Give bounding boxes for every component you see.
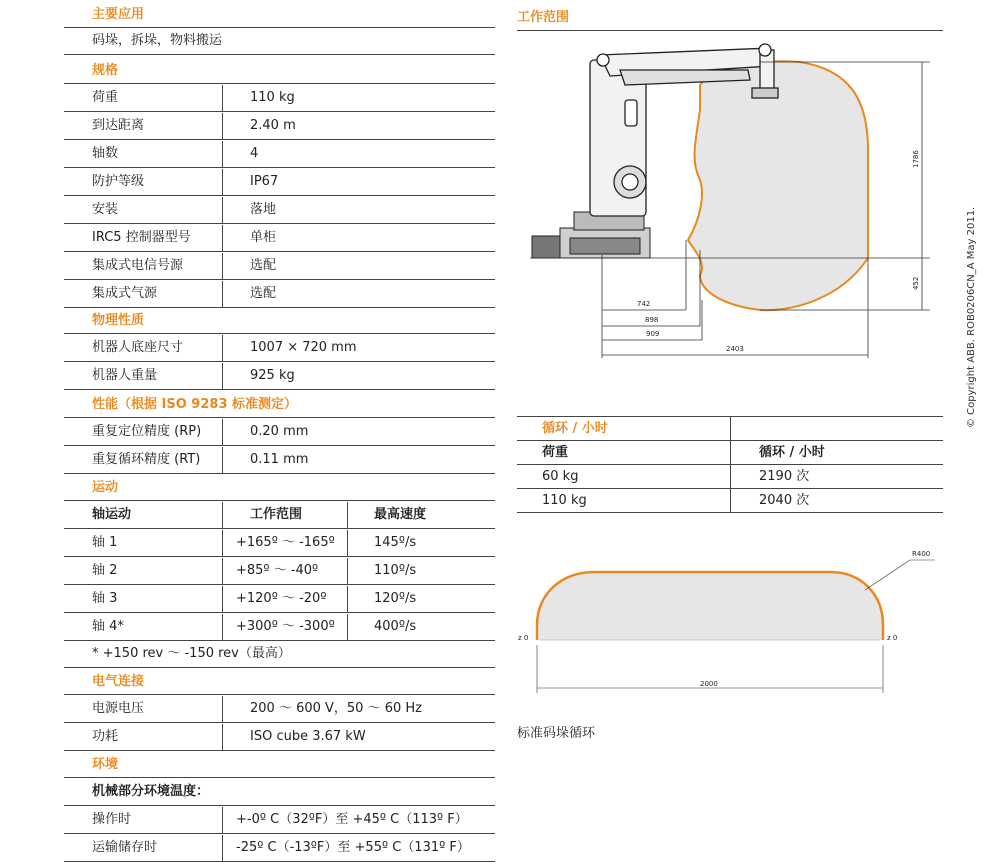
spec-value: 选配 bbox=[250, 258, 277, 273]
motion-note-row bbox=[64, 641, 495, 668]
electrical-row bbox=[64, 724, 495, 751]
electrical-label: 功耗 bbox=[92, 729, 119, 744]
cycle-shape bbox=[537, 572, 883, 640]
motion-header-axis: 轴运动 bbox=[92, 507, 132, 522]
physical-label: 机器人重量 bbox=[92, 368, 158, 383]
environment-row bbox=[64, 835, 495, 862]
spec-label: IRC5 控制器型号 bbox=[92, 230, 191, 245]
copyright-text: © Copyright ABB. ROB0206CN_A May 2011. bbox=[966, 206, 977, 428]
spec-label: 轴数 bbox=[92, 146, 119, 161]
section-main-app-title: 主要应用 bbox=[64, 2, 495, 28]
robot-base bbox=[532, 212, 650, 258]
cell-divider bbox=[222, 530, 223, 556]
motion-row bbox=[64, 586, 495, 613]
performance-value: 0.11 mm bbox=[250, 452, 309, 467]
cell-divider bbox=[222, 724, 223, 750]
physical-value: 1007 × 720 mm bbox=[250, 340, 357, 355]
motion-range: +165º ～ -165º bbox=[236, 535, 335, 550]
cell-divider bbox=[222, 835, 223, 861]
cycle-count: 2040 次 bbox=[759, 493, 810, 508]
motion-header-row bbox=[64, 502, 495, 529]
spec-value: 110 kg bbox=[250, 90, 295, 105]
z0-left-label: z 0 bbox=[518, 634, 529, 642]
spec-value: IP67 bbox=[250, 174, 279, 189]
cycle-caption: 标准码垛循环 bbox=[517, 726, 596, 741]
motion-range: +120º ～ -20º bbox=[236, 591, 327, 606]
motion-axis: 轴 3 bbox=[92, 591, 118, 606]
environment-subtitle: 机械部分环境温度： bbox=[92, 784, 210, 799]
motion-speed: 145º/s bbox=[374, 535, 417, 550]
motion-speed: 400º/s bbox=[374, 619, 417, 634]
physical-label: 机器人底座尺寸 bbox=[92, 340, 184, 355]
width-2000-label: 2000 bbox=[700, 680, 718, 688]
environment-subtitle-row bbox=[64, 779, 495, 806]
dim-1786: 1786 bbox=[912, 150, 920, 168]
performance-row bbox=[64, 447, 495, 474]
environment-value: -25º C（-13ºF）至 +55º C（131º F） bbox=[236, 840, 470, 855]
environment-label: 运输储存时 bbox=[92, 840, 158, 855]
spec-value: 4 bbox=[250, 146, 259, 161]
electrical-label: 电源电压 bbox=[92, 701, 145, 716]
cycle-title: 循环 / 小时 bbox=[542, 421, 608, 436]
spec-value: 单柜 bbox=[250, 230, 277, 245]
spec-label: 防护等级 bbox=[92, 174, 145, 189]
performance-value: 0.20 mm bbox=[250, 424, 309, 439]
work-range-diagram bbox=[0, 0, 994, 420]
spec-value: 2.40 m bbox=[250, 118, 296, 133]
environment-row bbox=[64, 807, 495, 834]
z0-right-label: z 0 bbox=[887, 634, 898, 642]
motion-range: +300º ～ -300º bbox=[236, 619, 335, 634]
spec-value: 选配 bbox=[250, 286, 277, 301]
spec-value: 落地 bbox=[250, 202, 277, 217]
cycle-count: 2190 次 bbox=[759, 469, 810, 484]
cell-divider bbox=[222, 586, 223, 612]
motion-row bbox=[64, 530, 495, 557]
cell-divider bbox=[222, 614, 223, 640]
performance-label: 重复定位精度 (RP) bbox=[92, 424, 202, 439]
section-motion-title: 运动 bbox=[64, 475, 495, 501]
environment-value: +-0º C（32ºF）至 +45º C（113º F） bbox=[236, 812, 468, 827]
section-electrical-title: 电气连接 bbox=[64, 669, 495, 695]
cell-divider bbox=[222, 419, 223, 445]
spec-label: 集成式气源 bbox=[92, 286, 158, 301]
motion-axis: 轴 1 bbox=[92, 535, 118, 550]
cell-divider bbox=[222, 807, 223, 833]
performance-label: 重复循环精度 (RT) bbox=[92, 452, 201, 467]
motion-speed: 110º/s bbox=[374, 563, 417, 578]
motion-speed: 120º/s bbox=[374, 591, 417, 606]
palletizing-cycle-diagram bbox=[510, 545, 950, 705]
motion-range: +85º ～ -40º bbox=[236, 563, 319, 578]
cycle-load: 110 kg bbox=[542, 493, 587, 508]
main-app-text: 码垛，拆垛，物料搬运 bbox=[92, 33, 223, 48]
spec-label: 集成式电信号源 bbox=[92, 258, 184, 273]
dim-742: 742 bbox=[637, 300, 651, 308]
cycle-load: 60 kg bbox=[542, 469, 579, 484]
section-performance-title: 性能（根据 ISO 9283 标准测定） bbox=[64, 392, 495, 418]
spec-label: 荷重 bbox=[92, 90, 119, 105]
motion-header-range: 工作范围 bbox=[250, 507, 303, 522]
work-range-title: 工作范围 bbox=[517, 10, 570, 25]
cell-divider bbox=[222, 502, 223, 528]
electrical-row bbox=[64, 696, 495, 723]
dim-898: 898 bbox=[645, 316, 659, 324]
cycle-divider bbox=[730, 416, 731, 512]
electrical-value: 200 ～ 600 V，50 ～ 60 Hz bbox=[250, 701, 422, 716]
cell-divider bbox=[347, 502, 348, 528]
spec-label: 安装 bbox=[92, 202, 119, 217]
electrical-value: ISO cube 3.67 kW bbox=[250, 729, 366, 744]
cell-divider bbox=[347, 530, 348, 556]
section-spec-title: 规格 bbox=[64, 58, 495, 84]
section-environment-title: 环境 bbox=[64, 752, 495, 778]
r400-label: R400 bbox=[912, 550, 931, 558]
motion-note: * +150 rev ～ -150 rev（最高） bbox=[92, 646, 291, 661]
cell-divider bbox=[222, 447, 223, 473]
cell-divider bbox=[347, 586, 348, 612]
spec-label: 到达距离 bbox=[92, 118, 145, 133]
environment-label: 操作时 bbox=[92, 812, 132, 827]
cell-divider bbox=[347, 614, 348, 640]
cell-divider bbox=[222, 696, 223, 722]
motion-row bbox=[64, 558, 495, 585]
cell-divider bbox=[222, 558, 223, 584]
performance-row bbox=[64, 419, 495, 446]
cell-divider bbox=[347, 558, 348, 584]
motion-axis: 轴 4* bbox=[92, 619, 124, 634]
section-physical-title: 物理性质 bbox=[64, 308, 495, 334]
physical-value: 925 kg bbox=[250, 368, 295, 383]
motion-header-speed: 最高速度 bbox=[374, 507, 427, 522]
motion-row bbox=[64, 614, 495, 641]
cycle-header-load: 荷重 bbox=[542, 445, 569, 460]
dim-2403: 2403 bbox=[726, 345, 744, 353]
motion-axis: 轴 2 bbox=[92, 563, 118, 578]
dim-909: 909 bbox=[646, 330, 660, 338]
cycle-header-cycles: 循环 / 小时 bbox=[759, 445, 825, 460]
dim-452: 452 bbox=[912, 276, 920, 290]
